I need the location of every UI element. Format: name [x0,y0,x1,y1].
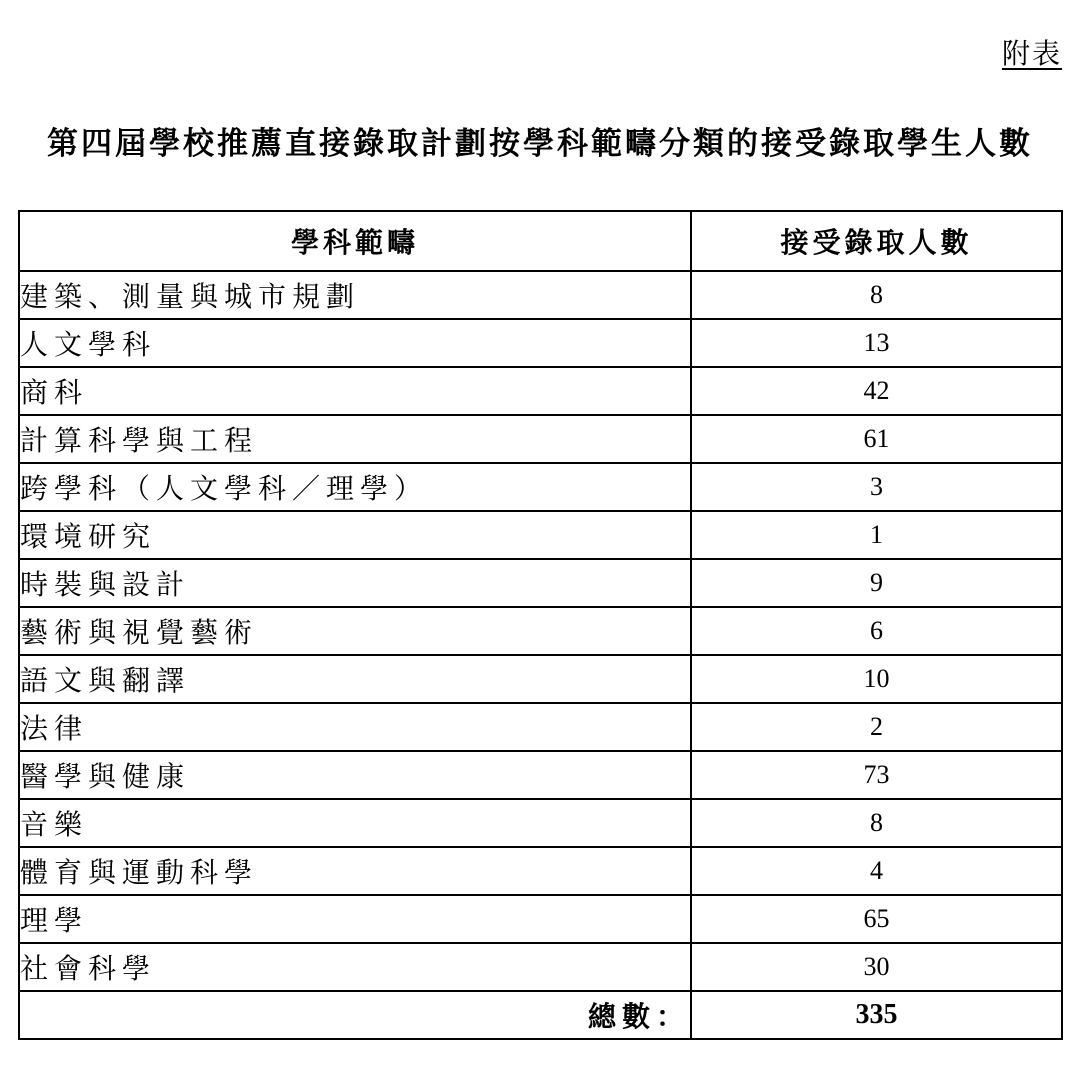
table-row [19,895,1062,943]
column-header-subject: 學科範疇 [19,211,691,271]
count-cell: 65 [691,895,1062,943]
table-row [19,799,1062,847]
subject-cell: 體育與運動科學 [19,847,691,895]
annex-label: 附表 [1001,37,1062,70]
admissions-table [18,210,1063,1040]
subject-cell: 語文與翻譯 [19,655,691,703]
subject-cell: 音樂 [19,799,691,847]
table-row [19,655,1062,703]
count-cell: 9 [691,559,1062,607]
table-row [19,751,1062,799]
subject-cell: 理學 [19,895,691,943]
count-cell: 10 [691,655,1062,703]
count-cell: 1 [691,511,1062,559]
table-row [19,847,1062,895]
count-cell: 42 [691,367,1062,415]
table-row [19,559,1062,607]
subject-cell: 建築、測量與城市規劃 [19,271,691,319]
subject-cell: 計算科學與工程 [19,415,691,463]
count-cell: 3 [691,463,1062,511]
count-cell: 2 [691,703,1062,751]
subject-cell: 醫學與健康 [19,751,691,799]
count-cell: 61 [691,415,1062,463]
count-cell: 6 [691,607,1062,655]
subject-cell: 人文學科 [19,319,691,367]
table-row [19,607,1062,655]
table-row [19,703,1062,751]
table-row [19,319,1062,367]
table-row [19,463,1062,511]
subject-cell: 法律 [19,703,691,751]
total-value: 335 [691,991,1062,1039]
table-row [19,943,1062,991]
count-cell: 8 [691,799,1062,847]
subject-cell: 時裝與設計 [19,559,691,607]
table-row [19,511,1062,559]
count-cell: 8 [691,271,1062,319]
subject-cell: 社會科學 [19,943,691,991]
subject-cell: 跨學科（人文學科／理學） [19,463,691,511]
subject-cell: 商科 [19,367,691,415]
table-row [19,415,1062,463]
count-cell: 73 [691,751,1062,799]
table-header-row [19,211,1062,271]
subject-cell: 藝術與視覺藝術 [19,607,691,655]
total-label: 總數： [19,991,691,1039]
subject-cell: 環境研究 [19,511,691,559]
count-cell: 4 [691,847,1062,895]
table-row [19,367,1062,415]
column-header-count: 接受錄取人數 [691,211,1062,271]
table-row [19,271,1062,319]
total-row [19,991,1062,1039]
count-cell: 30 [691,943,1062,991]
count-cell: 13 [691,319,1062,367]
document-title: 第四屆學校推薦直接錄取計劃按學科範疇分類的接受錄取學生人數 [47,126,1033,162]
